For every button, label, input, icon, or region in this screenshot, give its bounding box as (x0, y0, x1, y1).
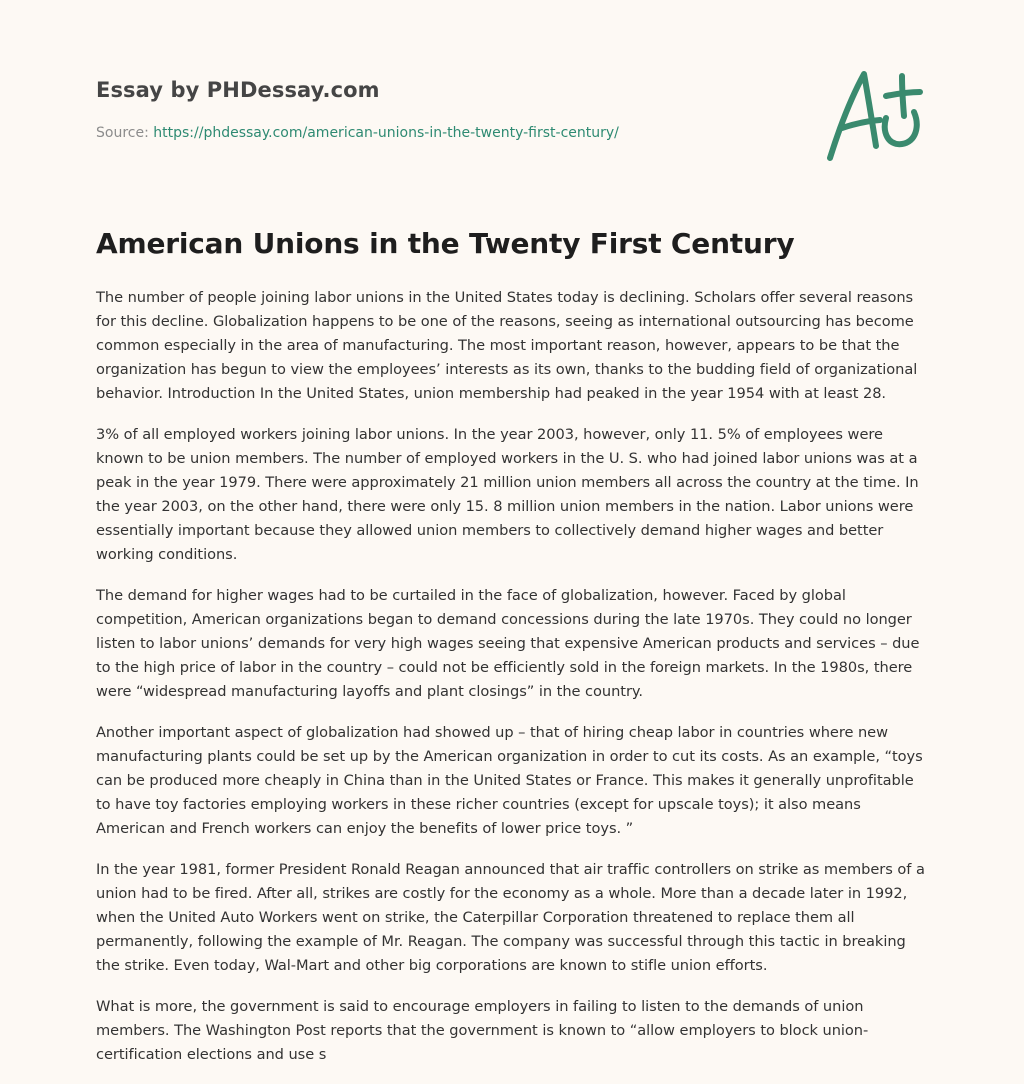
site-brand: Essay by PHDessay.com (96, 78, 380, 102)
article-body (96, 286, 932, 1084)
article-paragraph: Another important aspect of globalization had showed up – that of hiring cheap labor in countries where new manufacturing plants could be set up by the American organization in order to cut its costs. As an example, “toys can be produced more cheaply in China than in the United States or France. This makes it generally unprofitable to have toy factories employing workers in these richer countries (except for upscale toys); it also means American and French workers can enjoy the benefits of lower price toys. ” (96, 724, 923, 837)
page-header (96, 76, 796, 141)
article-title: American Unions in the Twenty First Century (96, 227, 795, 260)
article-paragraph: The demand for higher wages had to be curtailed in the face of globalization, however. Faced by global competition, American organizations began to demand concessions during the late 1970s. They could no longer listen to labor unions’ demands for very high wages seeing that expensive American products and services – due to the high price of labor in the country – could not be efficiently sold in the foreign markets. In the 1980s, there were “widespread manufacturing layoffs and plant closings” in the country. (96, 587, 920, 700)
article-paragraph: The number of people joining labor unions in the United States today is declining. Scholars offer several reasons for this decline. Globalization happens to be one of the reasons, seeing as international outsourcing has become common especially in the area of manufacturing. The most important reason, however, appears to be that the organization has begun to view the employees’ interests as its own, thanks to the budding field of organizational behavior. Introduction In the United States, union membership had peaked in the year 1954 with at least 28. (96, 289, 918, 402)
article-paragraph: What is more, the government is said to encourage employers in failing to listen to the demands of union members. The Washington Post reports that the government is known to “allow employers to block union-certification elections and use s (96, 998, 869, 1063)
article-paragraph: In the year 1981, former President Ronald Reagan announced that air traffic controllers on strike as members of a union had to be fired. After all, strikes are costly for the economy as a whole. More than a decade later in 1992, when the United Auto Workers went on strike, the Caterpillar Corporation threatened to replace them all permanently, following the example of Mr. Reagan. The company was successful through this tactic in breaking the strike. Even today, Wal-Mart and other big corporations are known to stifle union efforts. (96, 861, 925, 974)
source-link[interactable]: https://phdessay.com/american-unions-in-the-twenty-first-century/ (153, 125, 619, 141)
source-line (96, 123, 619, 143)
source-label: Source: (96, 125, 149, 141)
article-paragraph: 3% of all employed workers joining labor unions. In the year 2003, however, only 11. 5% of employees were known to be union members. The number of employed workers in the U. S. who had joined labor unions was at a peak in the year 1979. There were approximately 21 million union members all across the country at the time. In the year 2003, on the other hand, there were only 15. 8 million union members in the nation. Labor unions were essentially important because they allowed union members to collectively demand higher wages and better working conditions. (96, 426, 919, 563)
a-plus-grade-icon (820, 66, 928, 168)
